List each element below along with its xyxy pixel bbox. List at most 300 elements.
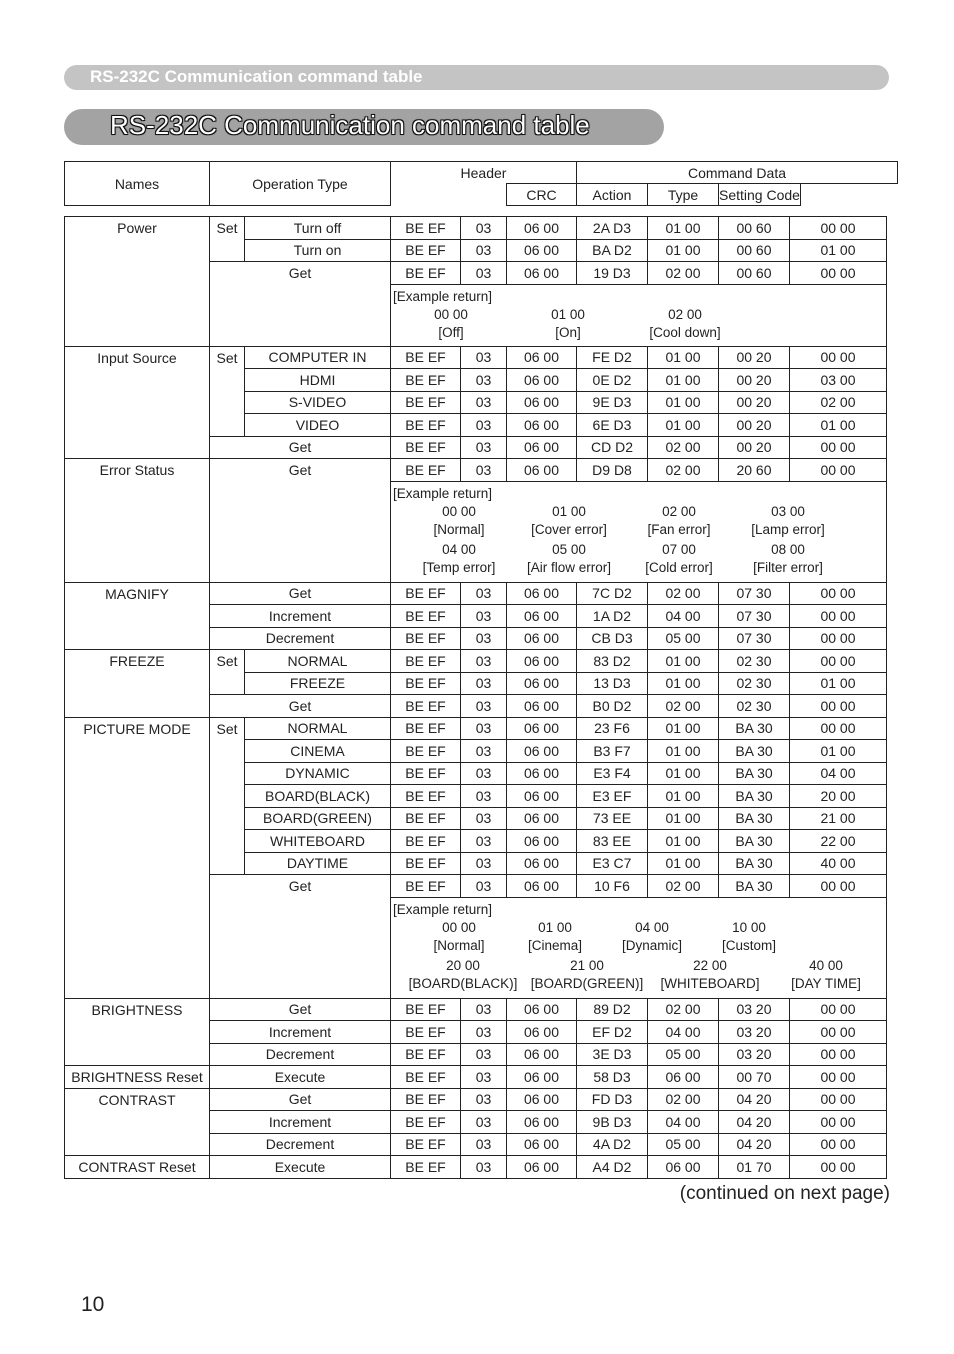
cell-crc: 73 EE xyxy=(577,807,648,830)
cell-action: 02 00 xyxy=(648,582,719,605)
example-item: 20 00 [BOARD(BLACK)] xyxy=(408,957,518,991)
example-item: 04 00 [Dynamic] xyxy=(621,919,682,953)
cell-crc: 83 EE xyxy=(577,830,648,853)
example-item: 08 00 [Filter error] xyxy=(753,541,823,575)
example-values xyxy=(393,957,886,995)
cell-header-1: BE EF xyxy=(391,762,461,785)
cell-crc: 3E D3 xyxy=(577,1043,648,1066)
cell-header-1: BE EF xyxy=(391,627,461,650)
cell-header-1: BE EF xyxy=(391,672,461,695)
cell-setting: 00 00 xyxy=(790,346,887,369)
cell-header-3: 06 00 xyxy=(507,262,577,285)
cell-crc: 2A D3 xyxy=(577,217,648,240)
cell-header-2: 03 xyxy=(461,830,507,853)
example-return-picture xyxy=(391,897,887,998)
cell-type: BA 30 xyxy=(719,875,790,898)
row-sub: Decrement xyxy=(210,1043,391,1066)
row-sub: NORMAL xyxy=(245,650,391,673)
cell-header-1: BE EF xyxy=(391,1111,461,1134)
section-band xyxy=(64,65,889,90)
cell-crc: 6E D3 xyxy=(577,414,648,437)
cell-header-2: 03 xyxy=(461,1066,507,1089)
cell-header-2: 03 xyxy=(461,391,507,414)
row-name: Error Status xyxy=(65,459,210,583)
cell-crc: CD D2 xyxy=(577,436,648,459)
cell-type: BA 30 xyxy=(719,785,790,808)
cell-type: 07 30 xyxy=(719,605,790,628)
page-title: RS-232C Communication command table xyxy=(110,110,590,140)
cell-action: 05 00 xyxy=(648,1043,719,1066)
cell-header-1: BE EF xyxy=(391,740,461,763)
cell-header-3: 06 00 xyxy=(507,650,577,673)
cell-action: 04 00 xyxy=(648,1111,719,1134)
cell-header-1: BE EF xyxy=(391,695,461,718)
cell-header-3: 06 00 xyxy=(507,627,577,650)
cell-setting: 01 00 xyxy=(790,740,887,763)
cell-setting: 00 00 xyxy=(790,695,887,718)
example-label: [Example return] xyxy=(393,288,493,304)
cell-crc: B0 D2 xyxy=(577,695,648,718)
cell-header-1: BE EF xyxy=(391,1156,461,1179)
cell-type: 00 60 xyxy=(719,262,790,285)
cell-crc: CB D3 xyxy=(577,627,648,650)
cell-action: 06 00 xyxy=(648,1156,719,1179)
row-sub: Get xyxy=(210,998,391,1021)
cell-crc: 13 D3 xyxy=(577,672,648,695)
cell-header-3: 06 00 xyxy=(507,239,577,262)
example-item: 04 00 [Temp error] xyxy=(422,541,496,575)
cell-header-3: 06 00 xyxy=(507,762,577,785)
row-name: Power xyxy=(65,217,210,347)
cell-action: 02 00 xyxy=(648,262,719,285)
cell-header-3: 06 00 xyxy=(507,414,577,437)
cell-header-2: 03 xyxy=(461,875,507,898)
cell-action: 01 00 xyxy=(648,369,719,392)
table-row xyxy=(65,346,887,369)
cell-setting: 00 00 xyxy=(790,717,887,740)
cell-setting: 00 00 xyxy=(790,875,887,898)
cell-type: BA 30 xyxy=(719,830,790,853)
row-name: Input Source xyxy=(65,346,210,459)
cell-header-1: BE EF xyxy=(391,414,461,437)
cell-action: 01 00 xyxy=(648,717,719,740)
cell-setting: 20 00 xyxy=(790,785,887,808)
cell-type: 00 60 xyxy=(719,217,790,240)
row-sub: Turn on xyxy=(245,239,391,262)
cell-header-2: 03 xyxy=(461,414,507,437)
example-item: 21 00 [BOARD(GREEN)] xyxy=(530,957,644,991)
col-operation-type: Operation Type xyxy=(210,162,391,206)
cell-type: 04 20 xyxy=(719,1111,790,1134)
cell-type: 07 30 xyxy=(719,582,790,605)
cell-crc: 4A D2 xyxy=(577,1133,648,1156)
cell-header-3: 06 00 xyxy=(507,369,577,392)
cell-header-1: BE EF xyxy=(391,582,461,605)
cell-header-1: BE EF xyxy=(391,391,461,414)
cell-header-2: 03 xyxy=(461,582,507,605)
row-sub: VIDEO xyxy=(245,414,391,437)
cell-action: 02 00 xyxy=(648,875,719,898)
col-header-blank xyxy=(391,184,507,206)
cell-header-3: 06 00 xyxy=(507,217,577,240)
row-sub: HDMI xyxy=(245,369,391,392)
cell-crc: 0E D2 xyxy=(577,369,648,392)
cell-header-3: 06 00 xyxy=(507,1066,577,1089)
cell-header-3: 06 00 xyxy=(507,1156,577,1179)
cell-crc: 9B D3 xyxy=(577,1111,648,1134)
example-values xyxy=(393,919,886,957)
row-sub: Get xyxy=(210,262,391,347)
cell-header-1: BE EF xyxy=(391,436,461,459)
cell-header-2: 03 xyxy=(461,1133,507,1156)
example-item: 01 00 [On] xyxy=(551,306,585,340)
cell-header-2: 03 xyxy=(461,740,507,763)
cell-crc: E3 C7 xyxy=(577,852,648,875)
example-label: [Example return] xyxy=(393,901,493,917)
cell-action: 01 00 xyxy=(648,785,719,808)
row-op: Set xyxy=(210,217,245,262)
cell-header-3: 06 00 xyxy=(507,875,577,898)
cell-action: 06 00 xyxy=(648,1066,719,1089)
example-item: 03 00 [Lamp error] xyxy=(751,503,825,537)
cell-crc: 10 F6 xyxy=(577,875,648,898)
cell-crc: 1A D2 xyxy=(577,605,648,628)
cell-header-3: 06 00 xyxy=(507,695,577,718)
command-table xyxy=(64,216,887,1179)
cell-action: 01 00 xyxy=(648,762,719,785)
col-action: Action xyxy=(577,184,648,206)
row-name: PICTURE MODE xyxy=(65,717,210,998)
cell-header-3: 06 00 xyxy=(507,672,577,695)
row-sub: COMPUTER IN xyxy=(245,346,391,369)
row-name: MAGNIFY xyxy=(65,582,210,650)
cell-action: 02 00 xyxy=(648,1088,719,1111)
cell-crc: 9E D3 xyxy=(577,391,648,414)
cell-crc: EF D2 xyxy=(577,1021,648,1044)
cell-type: 00 20 xyxy=(719,391,790,414)
cell-action: 01 00 xyxy=(648,852,719,875)
row-sub: Decrement xyxy=(210,1133,391,1156)
row-name: CONTRAST xyxy=(65,1088,210,1156)
row-sub: DYNAMIC xyxy=(245,762,391,785)
cell-header-3: 06 00 xyxy=(507,1021,577,1044)
row-sub: Get xyxy=(210,875,391,999)
cell-setting: 01 00 xyxy=(790,239,887,262)
cell-type: BA 30 xyxy=(719,717,790,740)
cell-type: 03 20 xyxy=(719,1021,790,1044)
cell-setting: 00 00 xyxy=(790,605,887,628)
row-sub: Get xyxy=(210,436,391,459)
cell-setting: 00 00 xyxy=(790,1156,887,1179)
cell-type: 00 20 xyxy=(719,414,790,437)
example-item: 05 00 [Air flow error] xyxy=(526,541,611,575)
cell-header-2: 03 xyxy=(461,695,507,718)
cell-header-2: 03 xyxy=(461,262,507,285)
row-sub: Get xyxy=(210,582,391,605)
cell-header-1: BE EF xyxy=(391,1133,461,1156)
cell-header-3: 06 00 xyxy=(507,1043,577,1066)
cell-setting: 00 00 xyxy=(790,1043,887,1066)
cell-setting: 01 00 xyxy=(790,672,887,695)
example-item: 00 00 [Off] xyxy=(434,306,468,340)
example-item: 02 00 [Fan error] xyxy=(647,503,711,537)
table-row xyxy=(65,1066,887,1089)
cell-action: 02 00 xyxy=(648,695,719,718)
cell-header-2: 03 xyxy=(461,239,507,262)
cell-header-1: BE EF xyxy=(391,605,461,628)
row-sub: Increment xyxy=(210,1111,391,1134)
col-type: Type xyxy=(648,184,719,206)
example-item: 10 00 [Custom] xyxy=(721,919,776,953)
row-name: CONTRAST Reset xyxy=(65,1156,210,1179)
page-title-pill xyxy=(64,109,664,145)
row-sub: Execute xyxy=(210,1156,391,1179)
cell-header-1: BE EF xyxy=(391,217,461,240)
row-sub: BOARD(BLACK) xyxy=(245,785,391,808)
col-names: Names xyxy=(65,162,210,206)
table-row xyxy=(65,650,887,673)
cell-type: 00 20 xyxy=(719,346,790,369)
cell-setting: 00 00 xyxy=(790,650,887,673)
section-band-title: RS-232C Communication command table xyxy=(90,67,423,86)
cell-header-2: 03 xyxy=(461,852,507,875)
example-values xyxy=(393,541,886,579)
cell-header-2: 03 xyxy=(461,672,507,695)
cell-header-1: BE EF xyxy=(391,1021,461,1044)
example-item: 01 00 [Cinema] xyxy=(527,919,583,953)
cell-header-3: 06 00 xyxy=(507,391,577,414)
cell-header-1: BE EF xyxy=(391,998,461,1021)
table-row xyxy=(65,717,887,740)
table-header xyxy=(64,161,898,206)
cell-setting: 04 00 xyxy=(790,762,887,785)
example-values xyxy=(393,503,886,541)
cell-setting: 00 00 xyxy=(790,627,887,650)
cell-header-2: 03 xyxy=(461,717,507,740)
col-command-data: Command Data xyxy=(577,162,898,184)
cell-setting: 00 00 xyxy=(790,436,887,459)
cell-header-2: 03 xyxy=(461,998,507,1021)
cell-header-1: BE EF xyxy=(391,369,461,392)
cell-type: 00 60 xyxy=(719,239,790,262)
table-row xyxy=(65,1156,887,1179)
cell-type: 01 70 xyxy=(719,1156,790,1179)
row-op: Set xyxy=(210,346,245,436)
cell-type: 03 20 xyxy=(719,1043,790,1066)
cell-crc: FE D2 xyxy=(577,346,648,369)
cell-action: 01 00 xyxy=(648,650,719,673)
cell-type: BA 30 xyxy=(719,852,790,875)
cell-header-2: 03 xyxy=(461,650,507,673)
cell-header-3: 06 00 xyxy=(507,605,577,628)
row-sub: Turn off xyxy=(245,217,391,240)
cell-header-1: BE EF xyxy=(391,1088,461,1111)
cell-setting: 01 00 xyxy=(790,414,887,437)
cell-header-3: 06 00 xyxy=(507,807,577,830)
col-header: Header xyxy=(391,162,577,184)
example-values xyxy=(393,306,886,344)
cell-header-1: BE EF xyxy=(391,650,461,673)
table-row xyxy=(65,582,887,605)
example-item: 07 00 [Cold error] xyxy=(645,541,713,575)
cell-header-1: BE EF xyxy=(391,1043,461,1066)
cell-header-1: BE EF xyxy=(391,239,461,262)
cell-header-1: BE EF xyxy=(391,830,461,853)
cell-action: 01 00 xyxy=(648,239,719,262)
cell-setting: 00 00 xyxy=(790,582,887,605)
cell-type: BA 30 xyxy=(719,762,790,785)
cell-header-3: 06 00 xyxy=(507,830,577,853)
row-sub: Get xyxy=(210,695,391,718)
cell-action: 05 00 xyxy=(648,1133,719,1156)
row-sub: Get xyxy=(210,459,391,583)
cell-header-2: 03 xyxy=(461,369,507,392)
cell-action: 01 00 xyxy=(648,391,719,414)
cell-header-1: BE EF xyxy=(391,459,461,482)
cell-type: 00 70 xyxy=(719,1066,790,1089)
cell-type: 02 30 xyxy=(719,650,790,673)
row-name: BRIGHTNESS Reset xyxy=(65,1066,210,1089)
col-crc: CRC xyxy=(507,184,577,206)
cell-setting: 00 00 xyxy=(790,459,887,482)
cell-action: 01 00 xyxy=(648,740,719,763)
row-sub: Increment xyxy=(210,1021,391,1044)
cell-header-2: 03 xyxy=(461,1021,507,1044)
cell-header-2: 03 xyxy=(461,1088,507,1111)
row-op: Set xyxy=(210,650,245,695)
cell-type: 20 60 xyxy=(719,459,790,482)
cell-header-3: 06 00 xyxy=(507,852,577,875)
cell-header-3: 06 00 xyxy=(507,1088,577,1111)
cell-type: 07 30 xyxy=(719,627,790,650)
row-op: Set xyxy=(210,717,245,875)
cell-header-2: 03 xyxy=(461,436,507,459)
example-return-power xyxy=(391,284,887,346)
example-item: 00 00 [Normal] xyxy=(433,503,485,537)
cell-setting: 00 00 xyxy=(790,1111,887,1134)
cell-crc: A4 D2 xyxy=(577,1156,648,1179)
cell-type: 04 20 xyxy=(719,1133,790,1156)
cell-setting: 00 00 xyxy=(790,998,887,1021)
cell-header-3: 06 00 xyxy=(507,459,577,482)
cell-setting: 21 00 xyxy=(790,807,887,830)
cell-setting: 40 00 xyxy=(790,852,887,875)
cell-header-3: 06 00 xyxy=(507,1111,577,1134)
row-sub: NORMAL xyxy=(245,717,391,740)
cell-action: 01 00 xyxy=(648,414,719,437)
cell-setting: 00 00 xyxy=(790,262,887,285)
cell-header-2: 03 xyxy=(461,762,507,785)
cell-type: 03 20 xyxy=(719,998,790,1021)
continued-note: (continued on next page) xyxy=(679,1183,890,1204)
cell-setting: 00 00 xyxy=(790,217,887,240)
cell-crc: BA D2 xyxy=(577,239,648,262)
cell-crc: 23 F6 xyxy=(577,717,648,740)
cell-action: 02 00 xyxy=(648,459,719,482)
cell-header-2: 03 xyxy=(461,1111,507,1134)
cell-type: 00 20 xyxy=(719,369,790,392)
cell-type: 02 30 xyxy=(719,695,790,718)
cell-crc: D9 D8 xyxy=(577,459,648,482)
cell-header-1: BE EF xyxy=(391,852,461,875)
cell-header-1: BE EF xyxy=(391,1066,461,1089)
example-return-error xyxy=(391,481,887,582)
row-name: FREEZE xyxy=(65,650,210,718)
row-sub: DAYTIME xyxy=(245,852,391,875)
row-sub: CINEMA xyxy=(245,740,391,763)
cell-setting: 00 00 xyxy=(790,1088,887,1111)
cell-crc: B3 F7 xyxy=(577,740,648,763)
row-sub: FREEZE xyxy=(245,672,391,695)
cell-action: 05 00 xyxy=(648,627,719,650)
cell-setting: 22 00 xyxy=(790,830,887,853)
cell-header-2: 03 xyxy=(461,627,507,650)
cell-action: 04 00 xyxy=(648,1021,719,1044)
page-number: 10 xyxy=(81,1293,105,1316)
cell-crc: 83 D2 xyxy=(577,650,648,673)
row-sub: Decrement xyxy=(210,627,391,650)
row-sub: Get xyxy=(210,1088,391,1111)
example-label: [Example return] xyxy=(393,485,493,501)
cell-setting: 00 00 xyxy=(790,1066,887,1089)
cell-header-3: 06 00 xyxy=(507,346,577,369)
cell-header-1: BE EF xyxy=(391,346,461,369)
cell-header-1: BE EF xyxy=(391,785,461,808)
cell-header-2: 03 xyxy=(461,785,507,808)
col-setting-code: Setting Code xyxy=(719,184,801,206)
cell-setting: 00 00 xyxy=(790,1021,887,1044)
cell-header-3: 06 00 xyxy=(507,998,577,1021)
cell-header-1: BE EF xyxy=(391,262,461,285)
cell-type: 00 20 xyxy=(719,436,790,459)
cell-type: BA 30 xyxy=(719,807,790,830)
cell-action: 02 00 xyxy=(648,998,719,1021)
cell-action: 01 00 xyxy=(648,217,719,240)
cell-header-1: BE EF xyxy=(391,807,461,830)
cell-type: 02 30 xyxy=(719,672,790,695)
example-item: 40 00 [DAY TIME] xyxy=(791,957,861,991)
cell-action: 01 00 xyxy=(648,672,719,695)
cell-header-3: 06 00 xyxy=(507,785,577,808)
cell-crc: E3 EF xyxy=(577,785,648,808)
table-row xyxy=(65,459,887,482)
cell-type: 04 20 xyxy=(719,1088,790,1111)
cell-crc: 58 D3 xyxy=(577,1066,648,1089)
cell-crc: 89 D2 xyxy=(577,998,648,1021)
cell-header-3: 06 00 xyxy=(507,582,577,605)
cell-action: 01 00 xyxy=(648,830,719,853)
cell-header-2: 03 xyxy=(461,459,507,482)
cell-crc: E3 F4 xyxy=(577,762,648,785)
row-sub: BOARD(GREEN) xyxy=(245,807,391,830)
cell-header-3: 06 00 xyxy=(507,740,577,763)
row-sub: S-VIDEO xyxy=(245,391,391,414)
cell-header-3: 06 00 xyxy=(507,1133,577,1156)
cell-action: 04 00 xyxy=(648,605,719,628)
cell-action: 01 00 xyxy=(648,807,719,830)
cell-header-2: 03 xyxy=(461,605,507,628)
cell-header-3: 06 00 xyxy=(507,436,577,459)
row-sub: Increment xyxy=(210,605,391,628)
cell-header-2: 03 xyxy=(461,217,507,240)
cell-header-1: BE EF xyxy=(391,717,461,740)
row-name: BRIGHTNESS xyxy=(65,998,210,1066)
cell-setting: 03 00 xyxy=(790,369,887,392)
cell-crc: FD D3 xyxy=(577,1088,648,1111)
cell-type: BA 30 xyxy=(719,740,790,763)
cell-header-2: 03 xyxy=(461,1156,507,1179)
cell-setting: 02 00 xyxy=(790,391,887,414)
